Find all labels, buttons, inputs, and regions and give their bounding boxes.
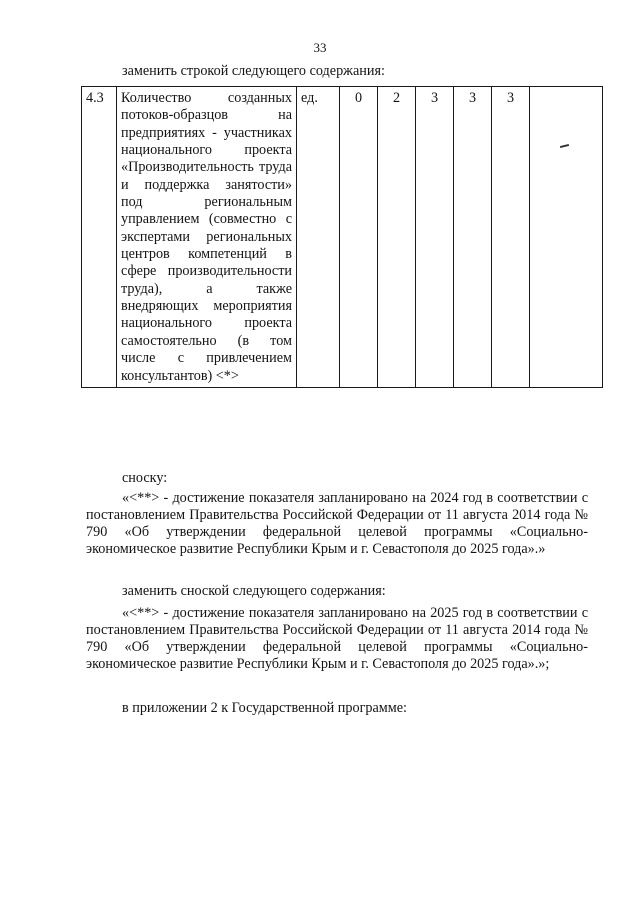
value-cell-3: 3: [416, 87, 454, 388]
page-number: 33: [313, 40, 327, 55]
unit-cell: ед.: [297, 87, 340, 388]
value-cell-2: 2: [378, 87, 416, 388]
dash-mark-icon: [560, 144, 569, 148]
footnote-label: сноску:: [122, 470, 168, 486]
row-number-cell: 4.3: [82, 87, 117, 388]
value-cell-5: 3: [492, 87, 530, 388]
empty-cell: [530, 87, 603, 388]
intro-line: заменить строкой следующего содержания:: [122, 63, 385, 79]
appendix-line: в приложении 2 к Государственной программе:: [122, 700, 407, 716]
value-cell-4: 3: [454, 87, 492, 388]
value-cell-1: 0: [340, 87, 378, 388]
new-footnote-text: «<**> - достижение показателя запланировано на 2025 год в соответствии с постановлением Правительства Российской Федерации от 11 августа 2014 года № 790 «Об утверждении федеральной целевой программы «Социально-экономическое развитие Республики Крым и г. Севастополя до 2025 года».»;: [86, 605, 588, 672]
replace-footnote-label: заменить сноской следующего содержания:: [122, 583, 386, 599]
table-row: [82, 87, 603, 388]
old-footnote-text: «<**> - достижение показателя запланировано на 2024 год в соответствии с постановлением Правительства Российской Федерации от 11 августа 2014 года № 790 «Об утверждении федеральной целевой программы «Социально-экономическое развитие Республики Крым и г. Севастополя до 2025 года».»: [86, 490, 588, 557]
indicator-name-cell: Количество созданных потоков-образцов на предприятиях - участниках национального проекта «Производительность труда и поддержка занятости» под региональным управлением (совместно с экспертами региональных центров компетенций в сфере производительности труда), а также внедряющих мероприятия национального проекта самостоятельно (в том числе с привлечением консультантов) <*>: [117, 87, 297, 388]
indicator-table: [81, 86, 603, 388]
